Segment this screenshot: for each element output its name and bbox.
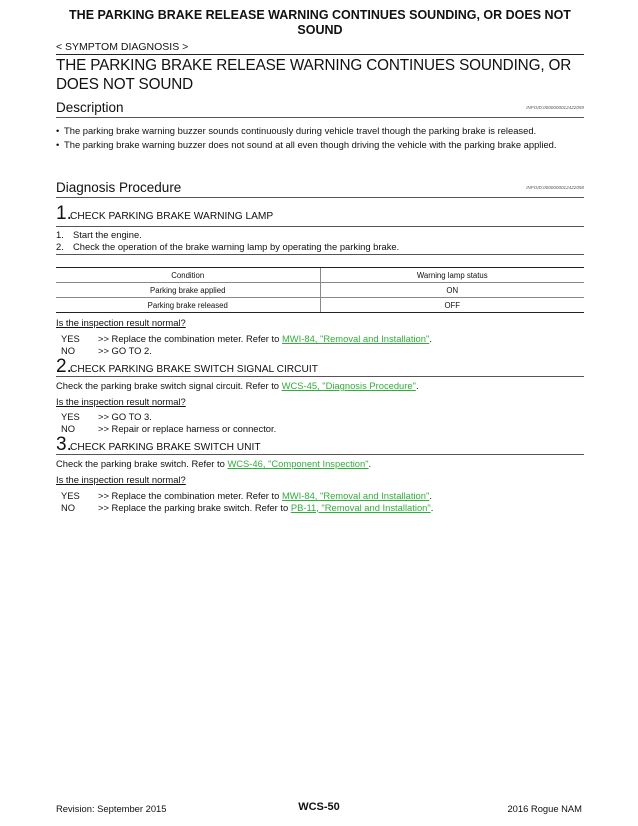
step-1-instruction bbox=[56, 241, 399, 253]
table-cell-status: ON bbox=[320, 283, 584, 298]
answer-yes-text: >> Replace the combination meter. Refer to bbox=[98, 333, 282, 344]
table-cell-status: OFF bbox=[320, 298, 584, 313]
diagnosis-rule bbox=[56, 197, 584, 198]
step-3-instruction-tail: . bbox=[368, 458, 372, 469]
step-2-instruction bbox=[56, 380, 419, 392]
step-2-question: Is the inspection result normal? bbox=[56, 396, 186, 407]
answer-no-text: >> Repair or replace harness or connector. bbox=[98, 422, 277, 434]
step-1-instruction-list bbox=[56, 229, 399, 252]
answer-no-key: NO bbox=[61, 344, 76, 356]
step-1-number: 1. bbox=[56, 203, 72, 224]
diagnosis-section-header bbox=[56, 180, 584, 196]
header-rule bbox=[56, 54, 584, 55]
step-1-list-rule bbox=[56, 254, 584, 255]
breadcrumb: < SYMPTOM DIAGNOSIS > bbox=[56, 41, 189, 53]
answer-yes-text: >> Replace the combination meter. Refer to bbox=[98, 490, 282, 501]
answer-yes-key: YES bbox=[61, 411, 80, 422]
step-2-instruction-text: Check the parking brake switch signal circuit. Refer to bbox=[56, 380, 282, 391]
instruction-number: 1. bbox=[56, 229, 64, 240]
answer-yes-key: YES bbox=[61, 333, 80, 344]
answer-yes-key: YES bbox=[61, 490, 80, 501]
step-2-title: CHECK PARKING BRAKE SWITCH SIGNAL CIRCUIT bbox=[70, 364, 318, 375]
step-3-question: Is the inspection result normal? bbox=[56, 474, 186, 485]
step-2-instruction-tail: . bbox=[415, 380, 419, 391]
answer-yes-tail: . bbox=[429, 333, 432, 344]
instruction-text: Check the operation of the brake warning lamp by operating the parking brake. bbox=[73, 240, 400, 252]
description-bullet: • The parking brake warning buzzer sounds continuously during vehicle travel though the parking brake is released. bbox=[56, 125, 584, 137]
instruction-number: 2. bbox=[56, 240, 64, 252]
table-cell-condition: Parking brake released bbox=[56, 298, 320, 313]
step-1-question: Is the inspection result normal? bbox=[56, 317, 186, 328]
step-1-rule bbox=[56, 226, 584, 227]
answer-yes-text-group bbox=[98, 333, 432, 345]
answer-no-key: NO bbox=[61, 501, 76, 513]
wcs-45-diagnosis-link[interactable]: WCS-45, "Diagnosis Procedure" bbox=[281, 380, 416, 391]
step-3-instruction-text: Check the parking brake switch. Refer to bbox=[56, 458, 228, 469]
table-row bbox=[56, 283, 584, 298]
answer-no-text: >> GO TO 2. bbox=[98, 344, 152, 356]
mwi-84-removal-link[interactable]: MWI-84, "Removal and Installation" bbox=[281, 333, 430, 344]
description-bullet: • The parking brake warning buzzer does not sound at all even though driving the vehicle with the parking brake applied. bbox=[56, 139, 584, 151]
step-1-instruction bbox=[56, 229, 399, 241]
step-2-rule bbox=[56, 376, 584, 377]
page-title: THE PARKING BRAKE RELEASE WARNING CONTINUES SOUNDING, OR DOES NOT SOUND bbox=[56, 57, 572, 93]
answer-yes-text-group bbox=[98, 490, 432, 502]
description-heading: Description bbox=[56, 100, 124, 115]
answer-no-key: NO bbox=[61, 422, 76, 434]
table-cell-condition: Parking brake applied bbox=[56, 283, 320, 298]
footer-page-number: WCS-50 bbox=[298, 801, 340, 813]
footer-revision: Revision: September 2015 bbox=[56, 803, 167, 814]
answer-yes-text: >> GO TO 3. bbox=[98, 411, 152, 422]
mwi-84-removal-link[interactable]: MWI-84, "Removal and Installation" bbox=[281, 490, 430, 501]
step-2-number: 2. bbox=[56, 356, 72, 377]
description-section-header bbox=[56, 100, 584, 116]
step-3-title: CHECK PARKING BRAKE SWITCH UNIT bbox=[70, 442, 261, 453]
step-3-instruction bbox=[56, 458, 371, 470]
instruction-text: Start the engine. bbox=[73, 229, 142, 240]
table-row bbox=[56, 298, 584, 313]
diagnosis-info-id: INFOID:0000000012422058 bbox=[526, 185, 584, 190]
table-header-row bbox=[56, 268, 584, 283]
table-header-condition: Condition bbox=[56, 268, 320, 283]
description-info-id: INFOID:0000000012422059 bbox=[526, 105, 584, 110]
answer-yes-tail: . bbox=[429, 490, 432, 501]
page-header-title: THE PARKING BRAKE RELEASE WARNING CONTINUES SOUNDING, OR DOES NOT SOUND bbox=[69, 8, 571, 37]
condition-table bbox=[56, 267, 584, 313]
description-bullet-list bbox=[56, 125, 584, 152]
footer-model: 2016 Rogue NAM bbox=[507, 803, 582, 814]
wcs-46-component-inspection-link[interactable]: WCS-46, "Component Inspection" bbox=[227, 458, 369, 469]
description-rule bbox=[56, 117, 584, 118]
step-3-number: 3. bbox=[56, 434, 72, 455]
step-3-rule bbox=[56, 454, 584, 455]
step-1-title: CHECK PARKING BRAKE WARNING LAMP bbox=[70, 211, 274, 222]
table-header-warning-lamp-status: Warning lamp status bbox=[320, 268, 584, 283]
step-1-header bbox=[56, 203, 584, 227]
answer-no-text: >> Replace the parking brake switch. Refer to bbox=[98, 501, 291, 513]
answer-no-text-group bbox=[98, 502, 433, 514]
diagnosis-heading: Diagnosis Procedure bbox=[56, 180, 182, 195]
pb-11-removal-link[interactable]: PB-11, "Removal and Installation" bbox=[290, 501, 431, 513]
answer-no-tail: . bbox=[430, 501, 434, 513]
